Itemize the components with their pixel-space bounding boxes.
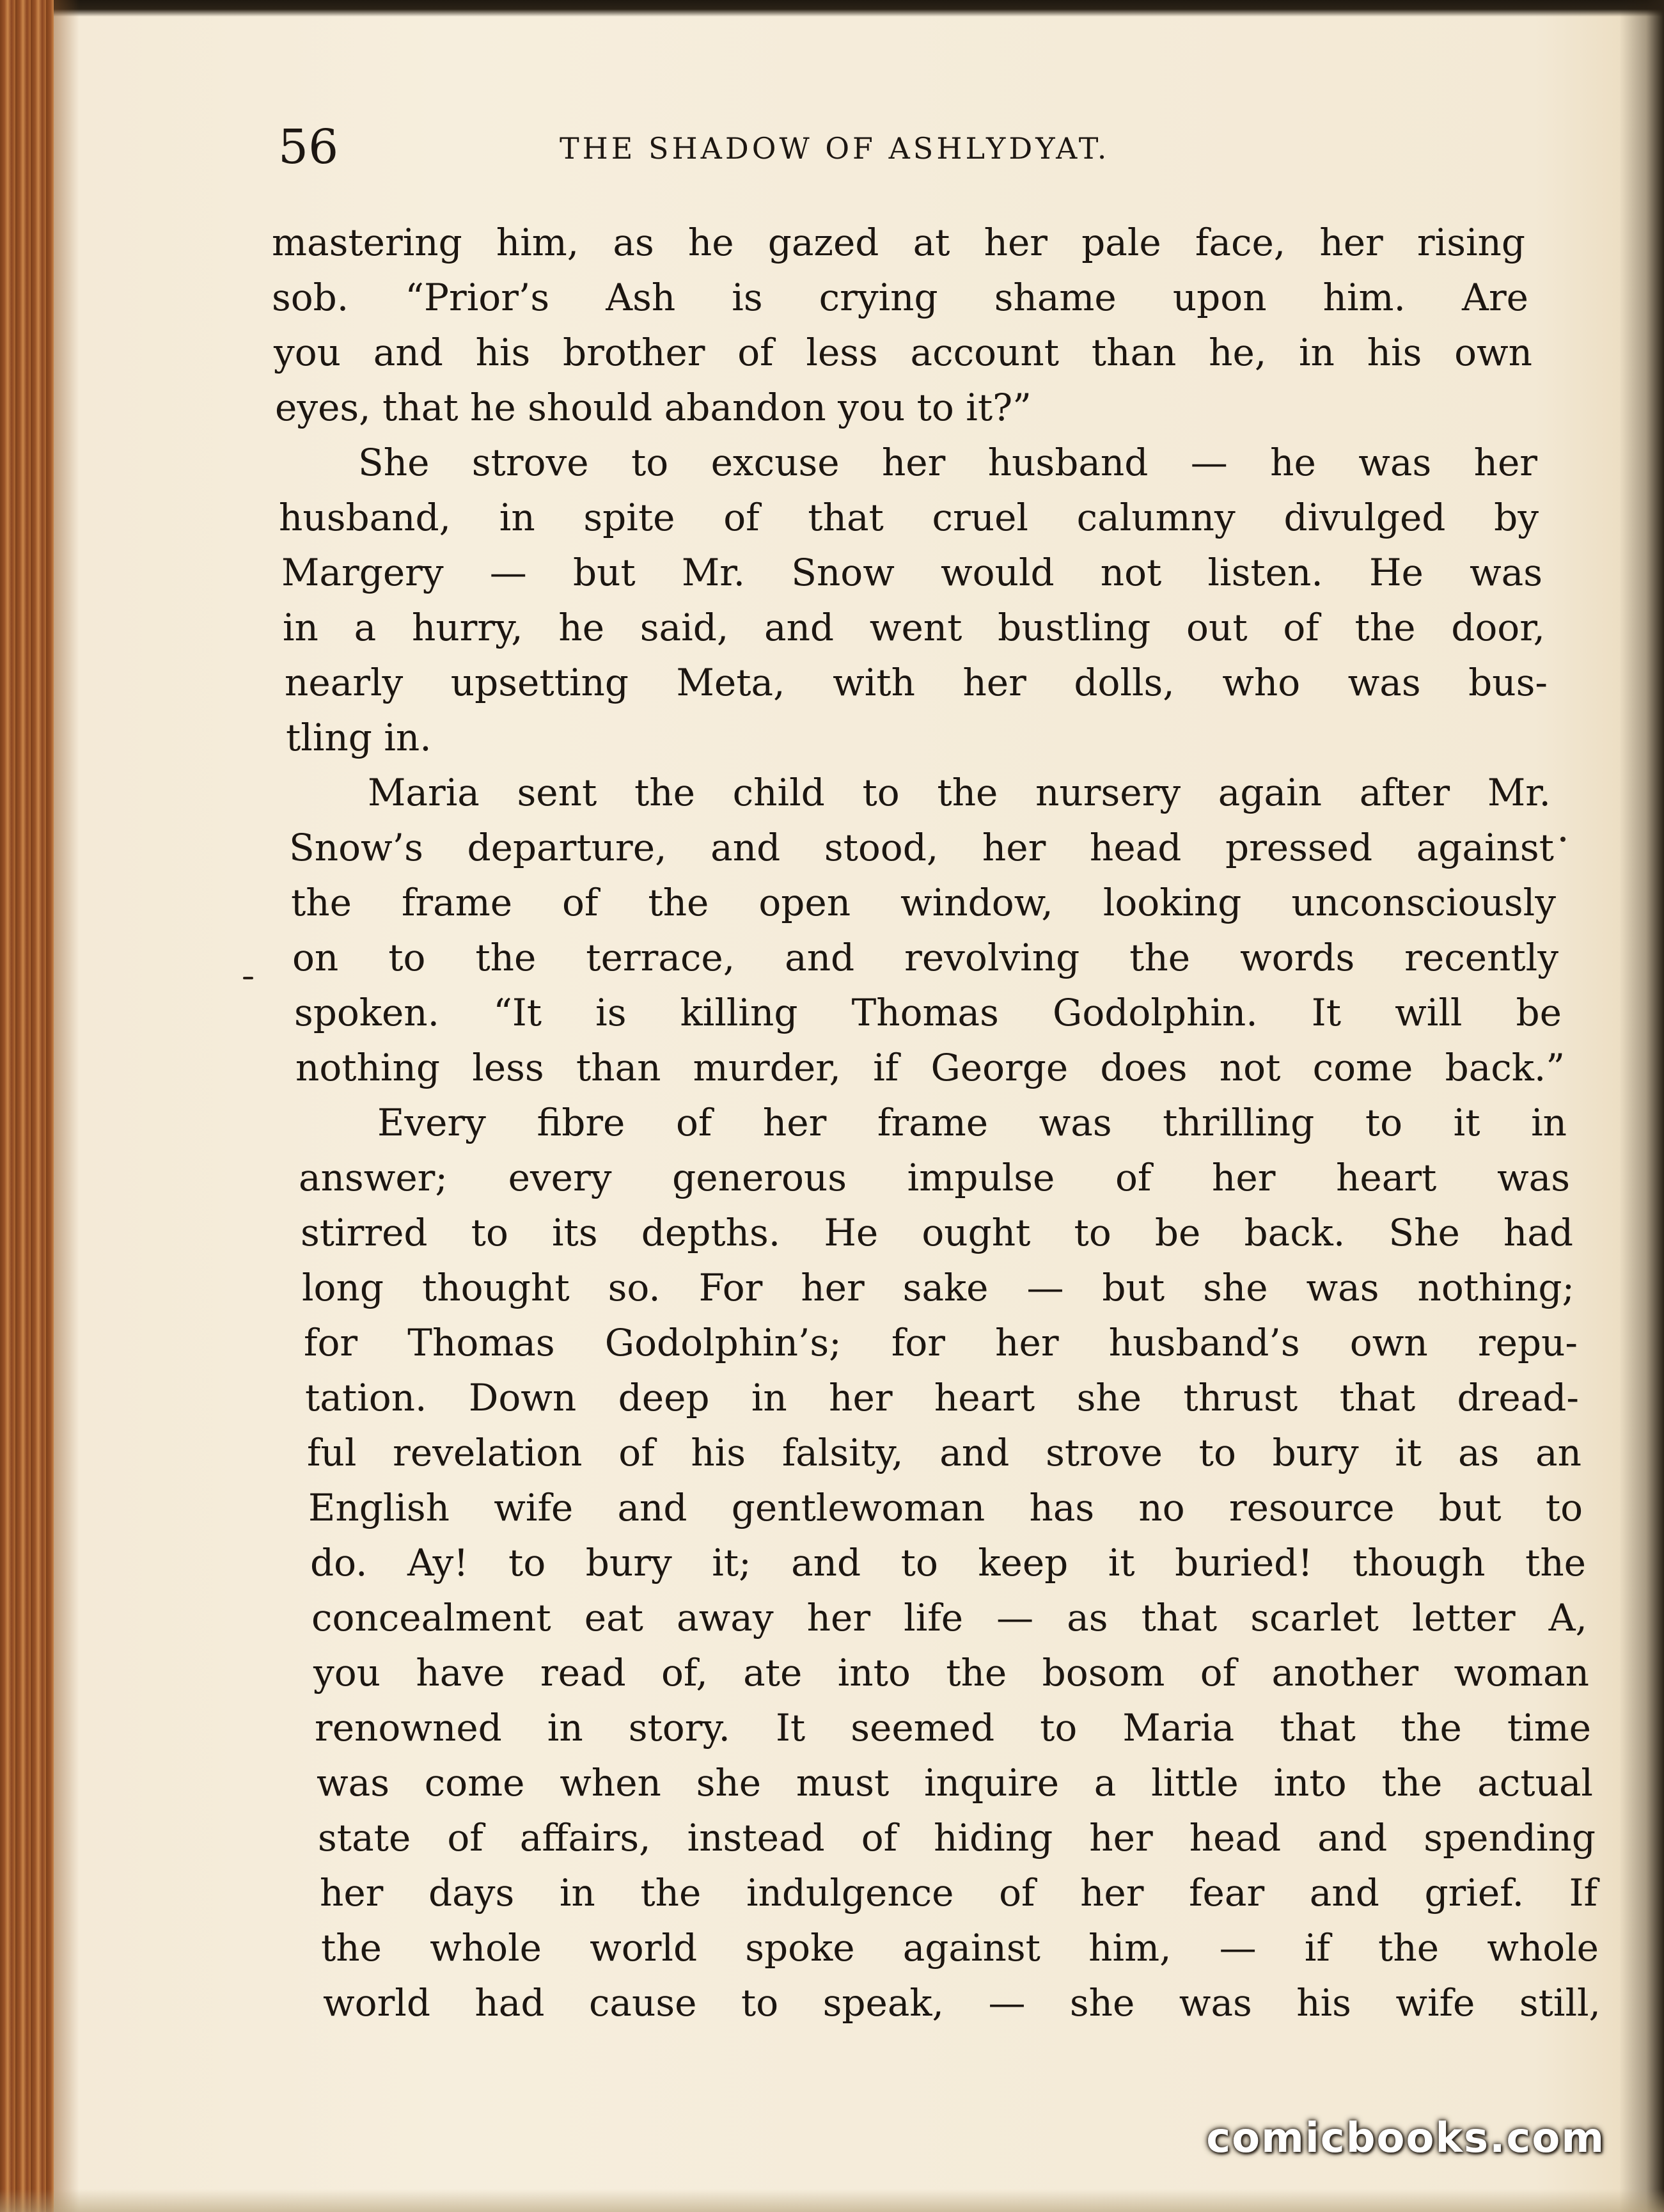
text-line: husband, in spite of that cruel calumny divulged by <box>279 496 1539 539</box>
paper-speck <box>1560 837 1566 842</box>
text-line: stirred to its depths. He ought to be back. She had <box>301 1211 1573 1254</box>
text-line: long thought so. For her sake — but she was nothing; <box>302 1266 1574 1309</box>
text-line: Maria sent the child to the nursery again after Mr. <box>368 771 1551 814</box>
text-line: her days in the indulgence of her fear and grief. If <box>320 1871 1597 1915</box>
text-line: was come when she must inquire a little into the actual <box>317 1761 1593 1805</box>
text-line: Margery — but Mr. Snow would not listen. He was <box>281 551 1542 594</box>
text-line: concealment eat away her life — as that scarlet letter A, <box>311 1596 1587 1639</box>
running-title: THE SHADOW OF ASHLYDYAT. <box>560 131 1110 166</box>
text-line: answer; every generous impulse of her heart was <box>299 1156 1570 1199</box>
text-line: tation. Down deep in her heart she thrust that dread- <box>305 1376 1579 1419</box>
text-line: She strove to excuse her husband — he was her <box>358 441 1537 484</box>
text-line: Every fibre of her frame was thrilling to it in <box>377 1101 1567 1144</box>
text-line: nothing less than murder, if George does not come back.” <box>295 1046 1565 1089</box>
text-line: renowned in story. It seemed to Maria that the time <box>315 1706 1591 1750</box>
text-line: English wife and gentlewoman has no resource but to <box>308 1486 1583 1529</box>
watermark: comicbooks.com <box>1206 2115 1605 2162</box>
text-line: mastering him, as he gazed at her pale face, her rising <box>272 221 1525 264</box>
text-line: state of affairs, instead of hiding her head and spending <box>318 1816 1596 1860</box>
text-line: world had cause to speak, — she was his wife still, <box>323 1981 1601 2025</box>
text-line: nearly upsetting Meta, with her dolls, who was bus- <box>285 661 1548 704</box>
text-line: spoken. “It is killing Thomas Godolphin. It will be <box>294 991 1562 1034</box>
paper-speck <box>243 977 253 979</box>
text-line: for Thomas Godolphin’s; for her husband’s own repu- <box>304 1321 1578 1364</box>
text-line: tling in. <box>286 716 432 759</box>
text-line: in a hurry, he said, and went bustling out of the door, <box>283 606 1545 649</box>
text-line: eyes, that he should abandon you to it?” <box>275 386 1032 429</box>
text-line: sob. “Prior’s Ash is crying shame upon him. Are <box>272 276 1528 319</box>
text-line: on to the terrace, and revolving the words recently <box>292 936 1558 979</box>
text-line: you have read of, ate into the bosom of another woman <box>313 1651 1589 1695</box>
text-line: the frame of the open window, looking unconsciously <box>291 881 1556 924</box>
text-line: ful revelation of his falsity, and strove to bury it as an <box>307 1431 1582 1474</box>
text-line: you and his brother of less account than he, in his own <box>274 331 1532 374</box>
text-line: Snow’s departure, and stood, her head pressed against <box>289 826 1554 869</box>
text-line: do. Ay! to bury it; and to keep it buried! though the <box>310 1541 1586 1584</box>
page-number: 56 <box>278 120 339 175</box>
text-line: the whole world spoke against him, — if the whole <box>321 1926 1599 1970</box>
